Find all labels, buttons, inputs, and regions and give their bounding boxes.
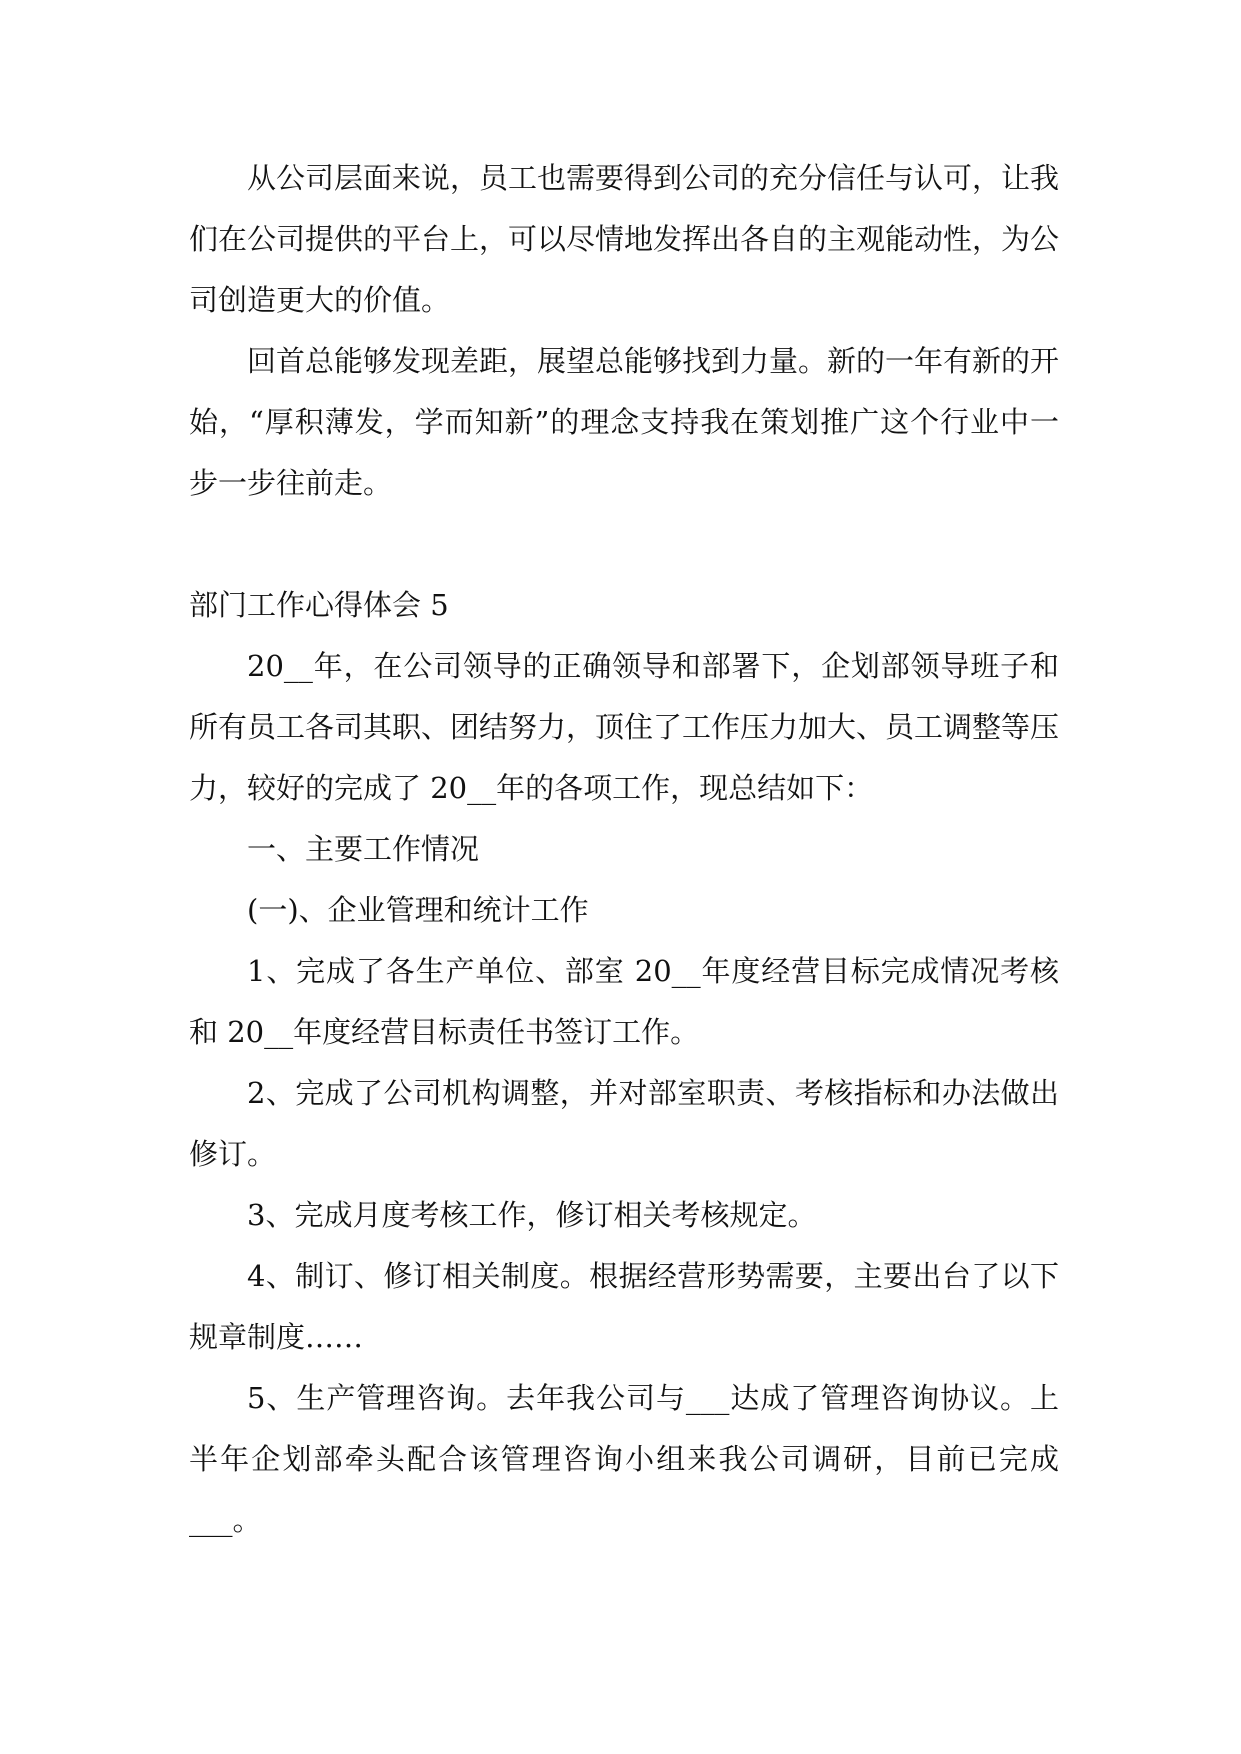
heading-main-work: 一、主要工作情况: [247, 832, 480, 866]
paragraph-intro: 20__年，在公司领导的正确领导和部署下，企划部领导班子和所有员工各司其职、团结努力，顶住了工作压力加大、员工调整等压力，较好的完成了 20__年的各项工作，现总结如下：: [189, 649, 1060, 805]
document-body: [189, 148, 1059, 1551]
paragraph-looking-back: 回首总能够发现差距，展望总能够找到力量。新的一年有新的开始，“厚积薄发，学而知新”的理念支持我在策划推广这个行业中一步一步往前走。: [189, 344, 1060, 500]
list-item-3: 3、完成月度考核工作，修订相关考核规定。: [247, 1198, 817, 1232]
list-item-4: 4、制订、修订相关制度。根据经营形势需要，主要出台了以下规章制度……: [189, 1259, 1059, 1354]
list-item-5: 5、生产管理咨询。去年我公司与___达成了管理咨询协议。上半年企划部牵头配合该管理咨询小组来我公司调研，目前已完成___。: [189, 1381, 1059, 1537]
list-item-1: 1、完成了各生产单位、部室 20__年度经营目标完成情况考核和 20__年度经营目标责任书签订工作。: [189, 954, 1059, 1049]
paragraph-company-trust: 从公司层面来说，员工也需要得到公司的充分信任与认可，让我们在公司提供的平台上，可以尽情地发挥出各自的主观能动性，为公司创造更大的价值。: [189, 161, 1060, 317]
subheading-management-statistics: (一)、企业管理和统计工作: [247, 893, 589, 927]
list-item-2: 2、完成了公司机构调整，并对部室职责、考核指标和办法做出修订。: [189, 1076, 1059, 1171]
section-spacer: [189, 514, 1059, 575]
section-title: 部门工作心得体会 5: [189, 588, 449, 622]
